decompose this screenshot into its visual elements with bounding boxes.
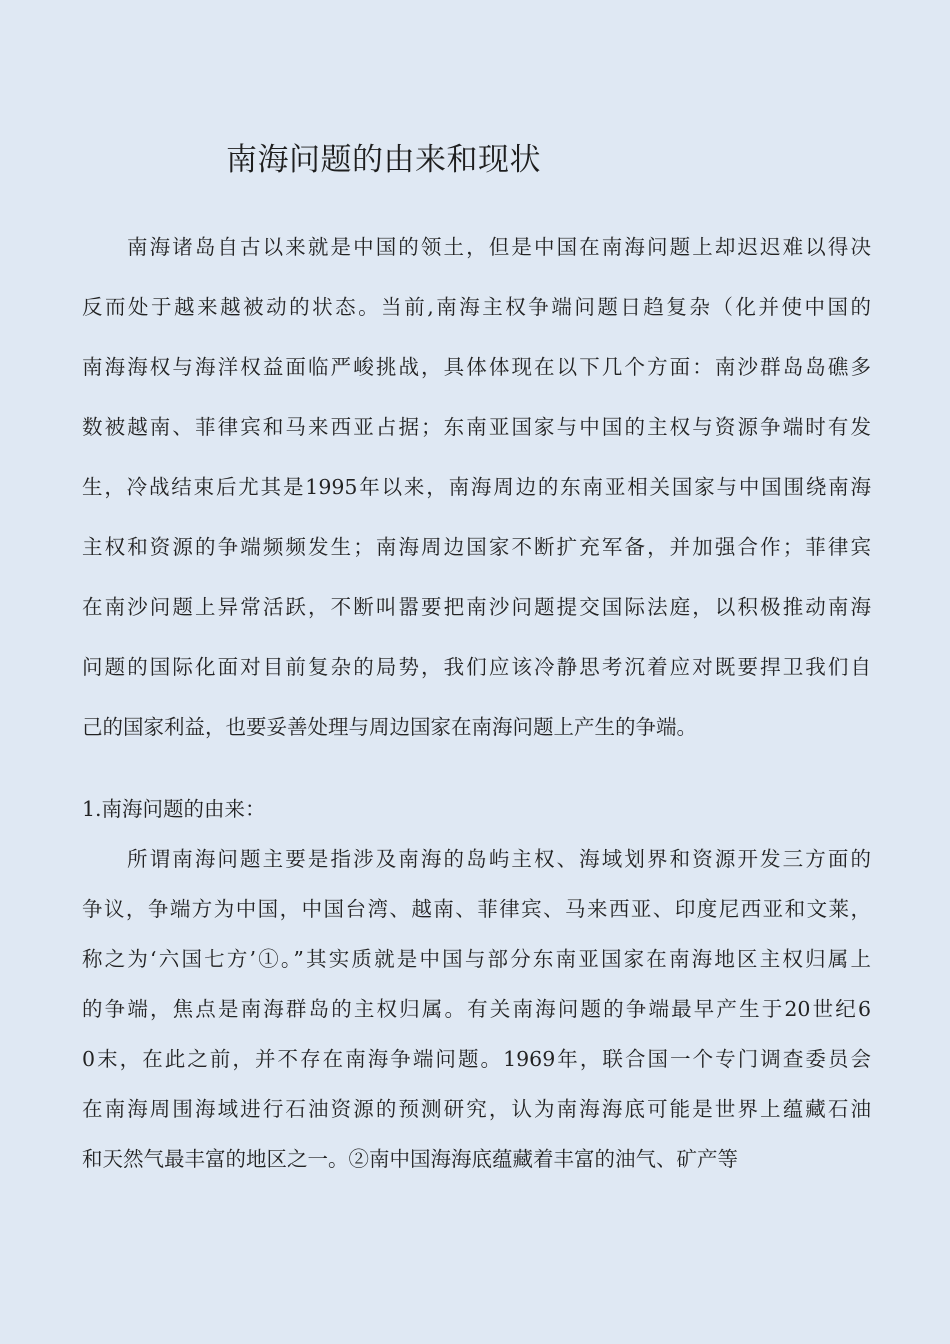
section1-line-7: 和天然气最丰富的地区之一。②南中国海海底蕴藏着丰富的油气、矿产等 [82, 1147, 738, 1171]
intro-line-9: 己的国家利益，也要妥善处理与周边国家在南海问题上产生的争端。 [82, 715, 697, 739]
intro-line-1: 南海诸岛自古以来就是中国的领土，但是中国在南海问题上却迟迟难以得决 [127, 235, 871, 259]
intro-line-3: 南海海权与海洋权益面临严峻挑战，具体体现在以下几个方面：南沙群岛岛礁多 [82, 355, 871, 379]
intro-line-2: 反而处于越来越被动的状态。当前,南海主权争端问题日趋复杂（化并使中国的 [82, 295, 871, 319]
section-heading: 1.南海问题的由来： [82, 797, 266, 821]
section1-line-4: 的争端，焦点是南海群岛的主权归属。有关南海问题的争端最早产生于20世纪6 [82, 997, 871, 1021]
intro-line-8: 问题的国际化面对目前复杂的局势，我们应该冷静思考沉着应对既要捍卫我们自 [82, 655, 871, 679]
section1-line-5: 0末，在此之前，并不存在南海争端问题。1969年，联合国一个专门调查委员会 [82, 1047, 871, 1071]
page-title: 南海问题的由来和现状 [226, 142, 541, 178]
section1-line-2: 争议，争端方为中国，中国台湾、越南、菲律宾、马来西亚、印度尼西亚和文莱， [82, 897, 871, 921]
intro-line-4: 数被越南、菲律宾和马来西亚占据；东南亚国家与中国的主权与资源争端时有发 [82, 415, 871, 439]
section1-line-1: 所谓南海问题主要是指涉及南海的岛屿主权、海域划界和资源开发三方面的 [127, 847, 871, 871]
intro-line-7: 在南沙问题上异常活跃，不断叫嚣要把南沙问题提交国际法庭，以积极推动南海 [82, 595, 871, 619]
section1-line-3: 称之为‘六国七方’①。”其实质就是中国与部分东南亚国家在南海地区主权归属上 [82, 947, 871, 971]
section1-line-6: 在南海周围海域进行石油资源的预测研究，认为南海海底可能是世界上蕴藏石油 [82, 1097, 871, 1121]
intro-line-6: 主权和资源的争端频频发生；南海周边国家不断扩充军备，并加强合作；菲律宾 [82, 535, 871, 559]
intro-line-5: 生，冷战结束后尤其是1995年以来，南海周边的东南亚相关国家与中国围绕南海 [82, 475, 871, 499]
